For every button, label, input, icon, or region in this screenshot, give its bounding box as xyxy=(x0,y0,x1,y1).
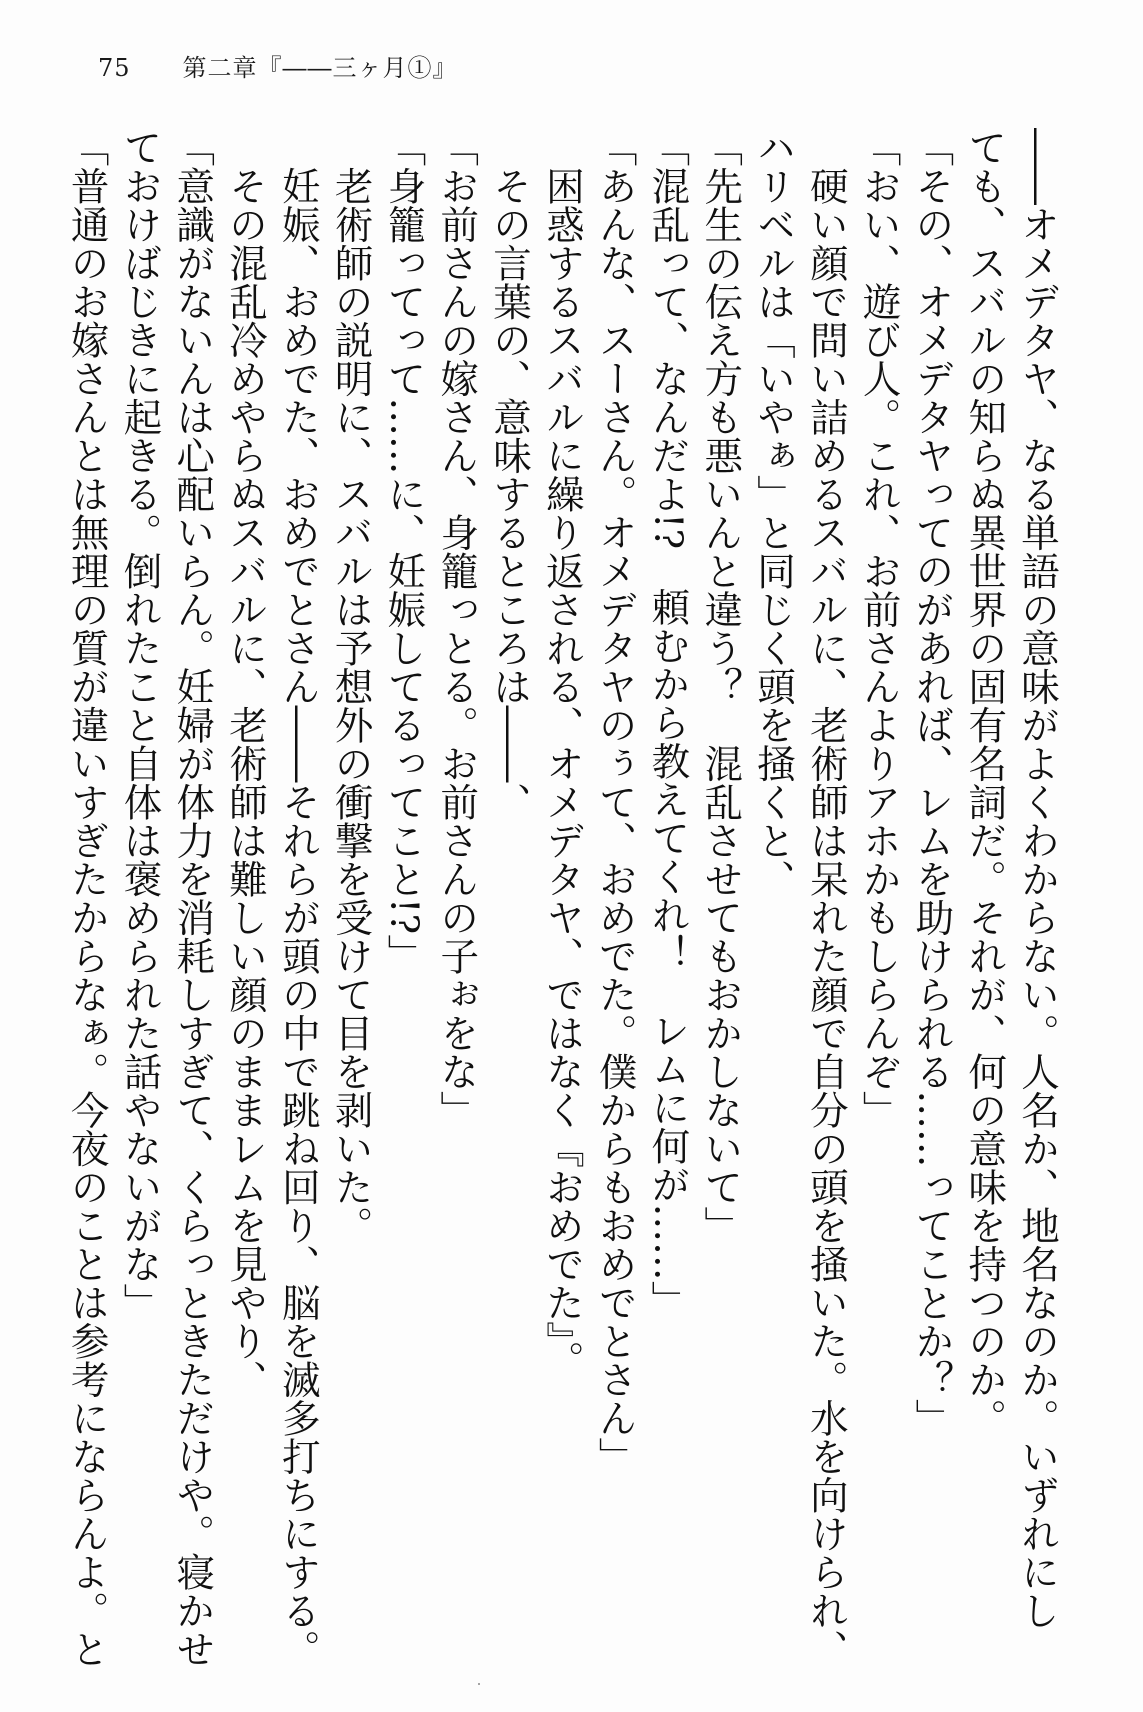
text-line: ハリベルは「いやぁ」と同じく頭を掻くと、 xyxy=(751,128,797,898)
text-line: ておけばじきに起きる。倒れたこと自体は褒められた話やないがな」 xyxy=(117,128,163,1322)
text-line: 老術師の説明に、スバルは予想外の衝撃を受けて目を剥いた。 xyxy=(328,128,374,1245)
text-line: 「普通のお嫁さんとは無理の質が違いすぎたからなぁ。今夜のことは参考にならんよ。と xyxy=(64,128,110,1668)
gutter-dot xyxy=(478,1683,480,1685)
page-number: 75 xyxy=(98,54,131,82)
text-line: 「意識がないんは心配いらん。妊婦が体力を消耗しすぎて、くらっときただけや。寝かせ xyxy=(170,128,216,1668)
text-line: 「あんな、スーさん。オメデタヤのぅて、おめでた。僕からもおめでとさん」 xyxy=(592,128,638,1476)
text-line: 困惑するスバルに繰り返される、オメデタヤ、ではなく『おめでた』。 xyxy=(539,128,585,1380)
text-line: 「混乱って、なんだよ!? 頼むから教えてくれ！ レムに何が……」 xyxy=(645,128,691,1320)
vertical-body-text xyxy=(63,128,1063,1688)
text-line: 「その、オメデタヤってのがあれば、レムを助けられる……ってことか？」 xyxy=(909,128,955,1437)
text-line: ――オメデタヤ、なる単語の意味がよくわからない。人名か、地名なのか。いずれにし xyxy=(1015,128,1060,1630)
text-line: その言葉の、意味するところは――、 xyxy=(487,128,533,821)
text-line: 「先生の伝え方も悪いんと違う？ 混乱させてもおかしないて」 xyxy=(698,128,744,1245)
text-line: 硬い顔で問い詰めるスバルに、老術師は呆れた顔で自分の頭を掻いた。水を向けられ、 xyxy=(803,128,849,1668)
running-header xyxy=(98,48,458,83)
text-line: 「身籠ってって……に、妊娠してるってこと!?」 xyxy=(381,128,427,973)
text-line: ても、スバルの知らぬ異世界の固有名詞だ。それが、何の意味を持つのか。 xyxy=(962,128,1008,1437)
text-line: 「お前さんの嫁さん、身籠っとる。お前さんの子ぉをな」 xyxy=(434,128,480,1129)
text-line: その混乱冷めやらぬスバルに、老術師は難しい顔のままレムを見やり、 xyxy=(223,128,269,1399)
chapter-title: 第二章『――三ヶ月①』 xyxy=(182,54,458,82)
text-line: 「おい、遊び人。これ、お前さんよりアホかもしらんぞ」 xyxy=(856,128,902,1129)
text-line: 妊娠、おめでた、おめでとさん――それらが頭の中で跳ね回り、脳を滅多打ちにする。 xyxy=(275,128,321,1668)
